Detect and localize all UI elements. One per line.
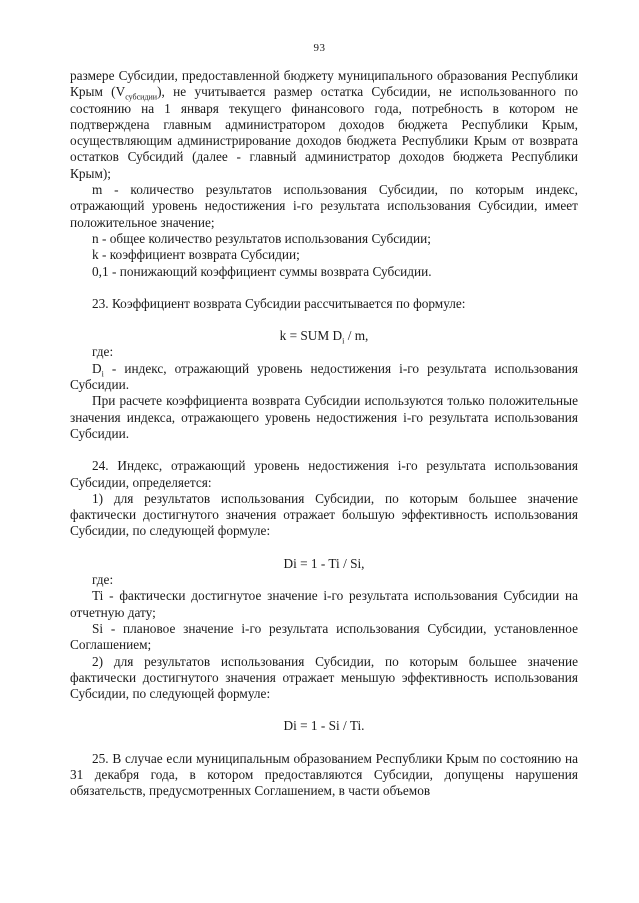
paragraph-where-1: где:	[92, 344, 114, 360]
paragraph-si-definition: Si - плановое значение i-го результата использования Субсидии, установленное Соглашением;	[70, 620, 578, 653]
paragraph-item-25: 25. В случае если муниципальным образованием Республики Крым по состоянию на 31 декабря года, в котором предоставляются Субсидии, допущены нарушения обязательств, предусмотренных Соглашением, в части объемов	[70, 750, 578, 799]
paragraph-case-1: 1) для результатов использования Субсидии, по которым большее значение фактически достигнутого значения отражает большую эффективность использования Субсидии, по следующей формуле:	[70, 490, 578, 539]
paragraph-m-definition: m - количество результатов использования Субсидии, по которым индекс, отражающий уровень недостижения i-го результата использования Субсидии, имеет положительное значение;	[70, 182, 578, 230]
paragraph-coefficient-definition: 0,1 - понижающий коэффициент суммы возврата Субсидии.	[92, 263, 432, 279]
paragraph-item-24: 24. Индекс, отражающий уровень недостижения i-го результата использования Субсидии, определяется:	[70, 458, 578, 490]
paragraph-case-2: 2) для результатов использования Субсидии, по которым большее значение фактически достигнутого значения отражает меньшую эффективность использования Субсидии, по следующей формуле:	[70, 653, 578, 702]
paragraph-where-2: где:	[92, 572, 114, 588]
paragraph-subsidy-remainder: размере Субсидии, предоставленной бюджету муниципального образования Республики Крым $(V_{субсидии})$, не учитывается размер остатка Субсидии, не использованного по состоянию на 1 января текущего финансового года, потребность в котором не подтверждена главным администратором доходов бюджета Республики Крым, осуществляющим администрирование доходов бюджета Республики Крым от возврата остатков Субсидий (далее - главный администратор доходов бюджета Республики Крым);	[70, 68, 578, 181]
page-number: 93	[313, 42, 326, 54]
paragraph-k-definition: k - коэффициент возврата Субсидии;	[92, 247, 300, 263]
formula-index-case-2: Di = 1 - Si / Ti.	[283, 718, 365, 734]
paragraph-n-definition: n - общее количество результатов использования Субсидии;	[92, 230, 431, 246]
paragraph-item-23: 23. Коэффициент возврата Субсидии рассчитывается по формуле:	[92, 295, 466, 311]
paragraph-di-definition: $D_i$ - индекс, отражающий уровень недостижения i-го результата использования Субсидии.	[70, 360, 578, 393]
document-body	[70, 68, 578, 800]
formula-return-coefficient: k = SUM $D_i$ / m,	[279, 328, 369, 346]
paragraph-positive-values: При расчете коэффициента возврата Субсидии используются только положительные значения индекса, отражающего уровень недостижения i-го результата использования Субсидии.	[70, 393, 578, 441]
formula-index-case-1: Di = 1 - Ti / Si,	[283, 555, 365, 571]
paragraph-ti-definition: Ti - фактически достигнутое значение i-го результата использования Субсидии на отчетную дату;	[70, 588, 578, 620]
